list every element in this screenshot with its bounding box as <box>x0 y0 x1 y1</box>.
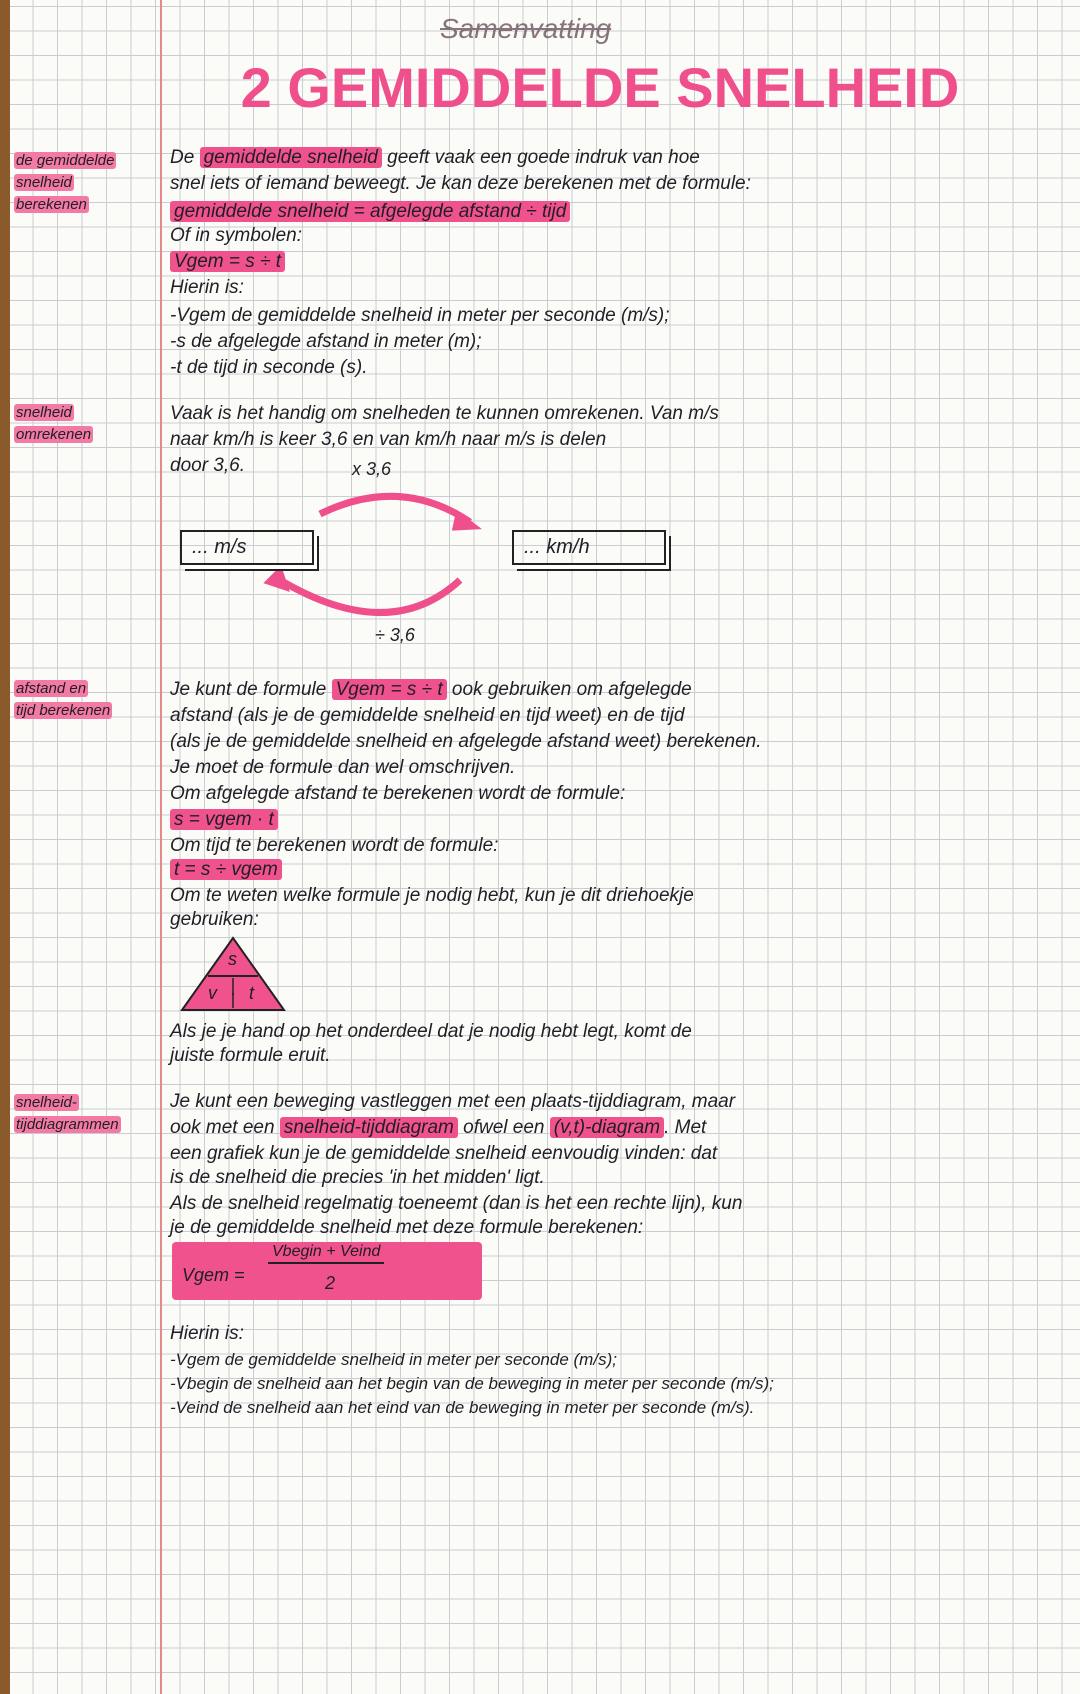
text-segment: afstand en <box>16 680 87 697</box>
text-segment: . Met <box>664 1117 707 1138</box>
ms-box: ... m/s <box>180 530 314 565</box>
text-line: gebruiken: <box>170 909 259 930</box>
text-segment: snelheid <box>16 174 72 191</box>
text-segment: snelheid-tijddiagram <box>280 1117 458 1138</box>
section-label-average-speed <box>14 150 154 216</box>
text-line: snel iets of iemand beweegt. Je kan deze berekenen met de formule: <box>170 173 751 194</box>
crossed-out-word: Samenvatting <box>440 13 612 44</box>
text-segment: De <box>170 147 200 168</box>
divide-label: ÷ 3,6 <box>375 625 415 645</box>
text-line: (als je de gemiddelde snelheid en afgelegde afstand weet) berekenen. <box>170 731 762 752</box>
text-line: -Veind de snelheid aan het eind van de beweging in meter per seconde (m/s). <box>170 1398 755 1417</box>
text-line: -Vgem de gemiddelde snelheid in meter per seconde (m/s); <box>170 1350 617 1369</box>
text-line <box>170 1116 706 1140</box>
section-label-distance-time <box>14 678 154 722</box>
text-segment: ook met een <box>170 1117 280 1138</box>
text-segment: s = vgem · t <box>170 809 278 830</box>
text-line: Om afgelegde afstand te berekenen wordt de formule: <box>170 783 626 804</box>
text-line: is de snelheid die precies 'in het midden' ligt. <box>170 1167 545 1188</box>
triangle-top: s <box>228 949 237 969</box>
text-line: naar km/h is keer 3,6 en van km/h naar m/s is delen <box>170 429 607 450</box>
text-line: Om te weten welke formule je nodig hebt, kun je dit driehoekje <box>170 885 694 906</box>
formula-highlight <box>170 808 278 832</box>
text-line: -s de afgelegde afstand in meter (m); <box>170 331 482 352</box>
formula-highlight <box>170 858 282 882</box>
text-line: afstand (als je de gemiddelde snelheid en tijd weet) en de tijd <box>170 705 685 726</box>
formula-highlight <box>170 200 570 224</box>
text-segment: berekenen <box>16 196 87 213</box>
multiply-label: x 3,6 <box>352 459 392 479</box>
text-line: een grafiek kun je de gemiddelde snelheid eenvoudig vinden: dat <box>170 1143 718 1164</box>
triangle-bottom: v · t <box>208 983 258 1003</box>
text-segment: tijd berekenen <box>16 702 111 719</box>
text-segment: geeft vaak een goede indruk van hoe <box>381 147 700 168</box>
text-segment: Vgem = s ÷ t <box>332 679 447 700</box>
text-segment: (v,t)-diagram <box>550 1117 664 1138</box>
text-segment: gemiddelde snelheid <box>200 147 382 168</box>
text-line: door 3,6. <box>170 455 245 476</box>
text-line: -Vgem de gemiddelde snelheid in meter per seconde (m/s); <box>170 305 670 326</box>
text-line: Hierin is: <box>170 1323 244 1344</box>
formula-denominator: 2 <box>325 1273 336 1293</box>
text-segment: snelheid <box>16 404 72 421</box>
text-line: Als de snelheid regelmatig toeneemt (dan is het een rechte lijn), kun <box>170 1193 743 1214</box>
text-line: je de gemiddelde snelheid met deze formule berekenen: <box>170 1217 644 1238</box>
text-line <box>170 146 700 170</box>
notebook-edge <box>0 0 10 1694</box>
formula-left: Vgem = <box>182 1265 245 1285</box>
text-segment: Vgem = s ÷ t <box>170 251 285 272</box>
text-segment: tijddiagrammen <box>16 1116 119 1133</box>
text-segment: gemiddelde snelheid = afgelegde afstand ÷ tijd <box>170 201 570 222</box>
text-line: Als je je hand op het onderdeel dat je nodig hebt legt, komt de <box>170 1021 692 1042</box>
text-line: Je kunt een beweging vastleggen met een plaats-tijddiagram, maar <box>170 1091 736 1112</box>
section-label-speed-time-diagrams <box>14 1092 154 1136</box>
text-line: Om tijd te berekenen wordt de formule: <box>170 835 499 856</box>
text-segment: snelheid- <box>16 1094 77 1111</box>
text-segment: omrekenen <box>16 426 92 443</box>
text-line: Hierin is: <box>170 277 244 298</box>
margin-line <box>160 0 162 1694</box>
text-line <box>170 678 692 702</box>
text-line: juiste formule eruit. <box>170 1045 331 1066</box>
text-segment: Je kunt de formule <box>170 679 332 700</box>
text-line: -t de tijd in seconde (s). <box>170 357 368 378</box>
kmh-box: ... km/h <box>512 530 666 565</box>
text-segment: de gemiddelde <box>16 152 115 169</box>
section-label-convert-speed <box>14 402 154 446</box>
formula-numerator: Vbegin + Veind <box>268 1242 384 1264</box>
page-title: 2 GEMIDDELDE SNELHEID <box>240 56 960 119</box>
formula-highlight <box>170 250 285 274</box>
text-segment: ofwel een <box>457 1117 550 1138</box>
text-segment: ook gebruiken om afgelegde <box>446 679 692 700</box>
text-segment: t = s ÷ vgem <box>170 859 282 880</box>
text-line: -Vbegin de snelheid aan het begin van de beweging in meter per seconde (m/s); <box>170 1374 774 1393</box>
text-line: Of in symbolen: <box>170 225 302 246</box>
text-line: Je moet de formule dan wel omschrijven. <box>170 757 516 778</box>
text-line: Vaak is het handig om snelheden te kunnen omrekenen. Van m/s <box>170 403 719 424</box>
